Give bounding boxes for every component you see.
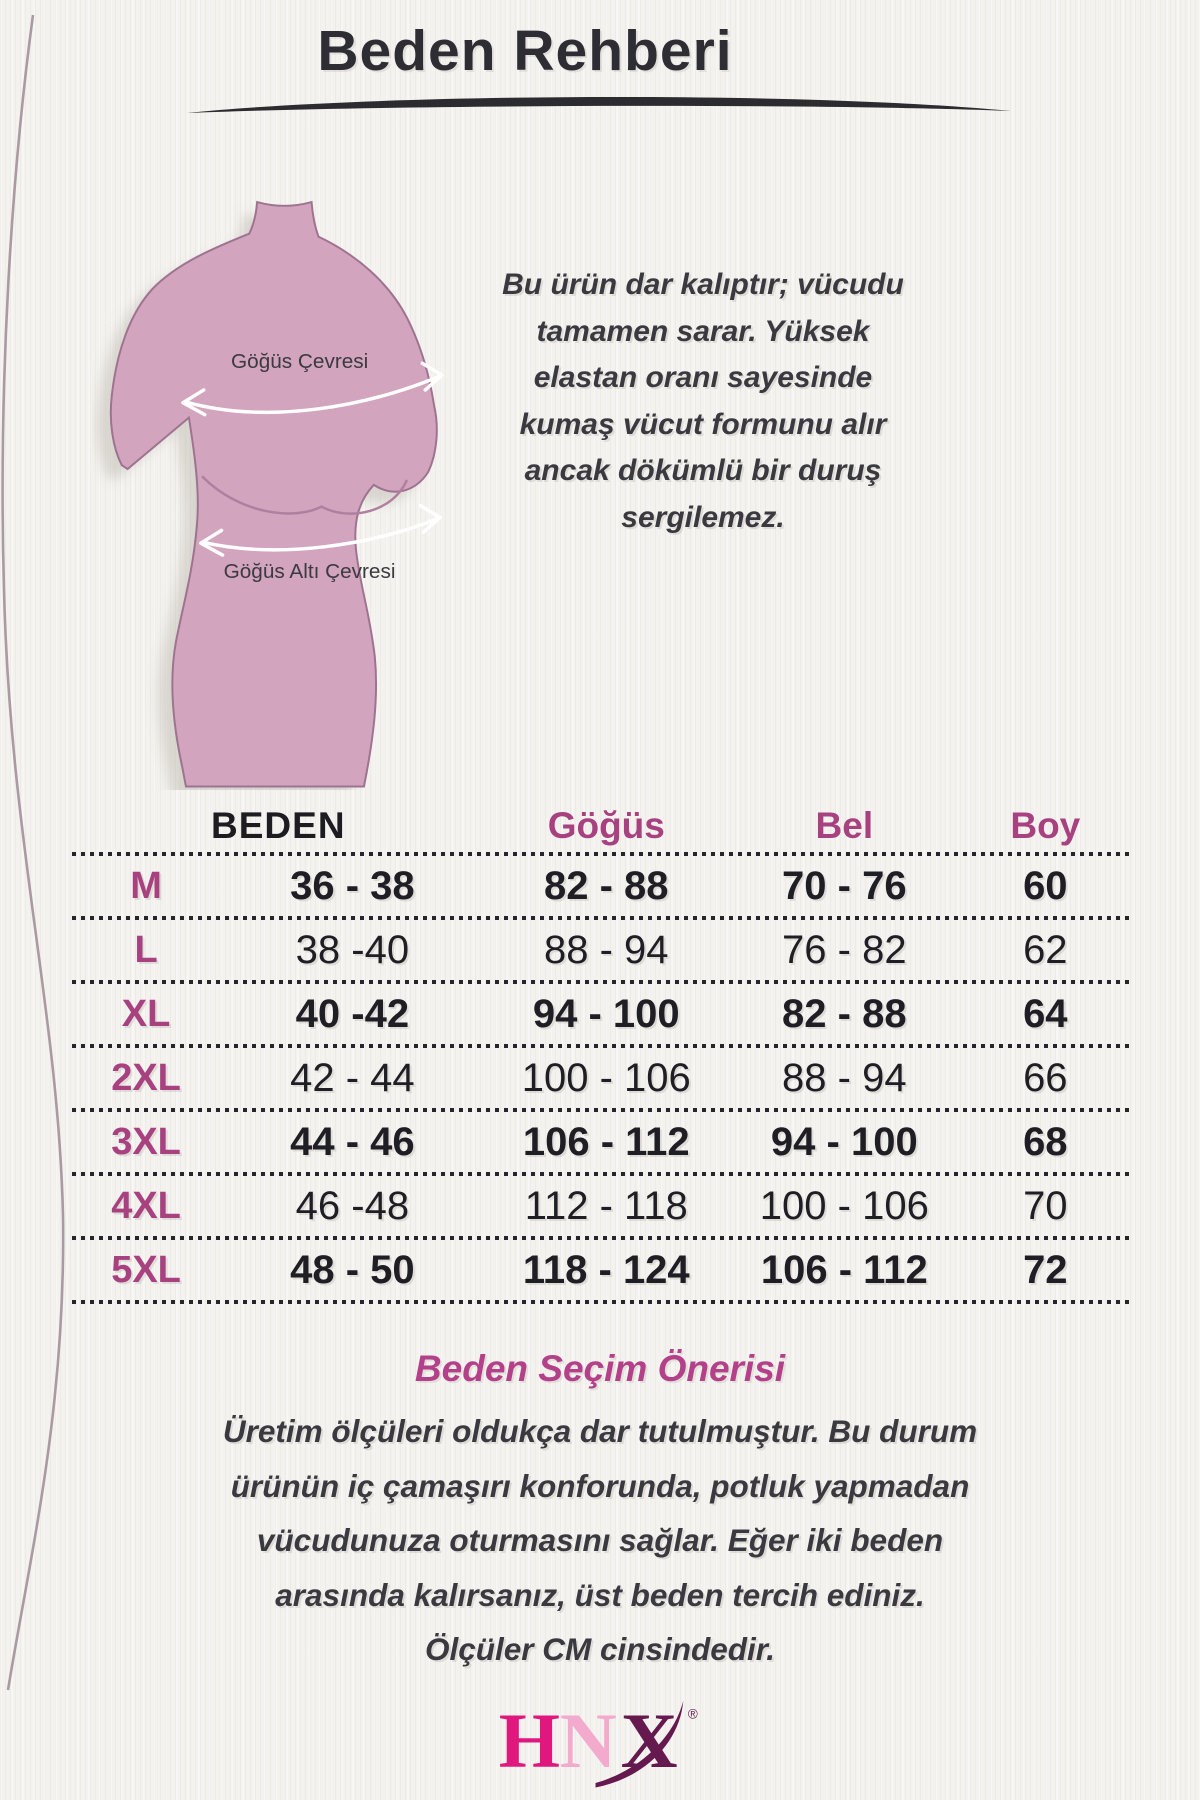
page-title: Beden Rehberi xyxy=(317,19,733,83)
header-chest: Göğüs xyxy=(547,805,665,846)
size-cell: M xyxy=(130,864,162,907)
gogus-cell: 100 - 106 xyxy=(521,1055,691,1100)
size-cell: 5XL xyxy=(111,1248,181,1291)
boy-cell: 62 xyxy=(1023,927,1068,972)
mannequin-figure xyxy=(92,155,448,790)
underbust-label: Göğüs Altı Çevresi xyxy=(223,559,396,583)
bel-cell: 82 - 88 xyxy=(782,991,907,1036)
boy-cell: 70 xyxy=(1023,1183,1068,1228)
dotted-divider xyxy=(72,1300,1130,1304)
gogus-cell: 82 - 88 xyxy=(544,863,669,908)
advice-line: vücudunuza oturmasını sağlar. Eğer iki beden xyxy=(256,1522,944,1558)
beden-cell: 46 -48 xyxy=(295,1183,410,1228)
size-table xyxy=(72,800,1130,1304)
size-cell: L xyxy=(134,928,158,971)
registered-mark: ® xyxy=(687,1706,698,1722)
table-row-2xl xyxy=(72,1048,1130,1108)
table-row-3xl xyxy=(72,1112,1130,1172)
advice-heading: Beden Seçim Önerisi xyxy=(414,1348,786,1389)
boy-cell: 66 xyxy=(1023,1055,1068,1100)
table-row-l xyxy=(72,920,1130,980)
gogus-cell: 118 - 124 xyxy=(522,1247,690,1292)
logo-letter-x: X xyxy=(620,1697,678,1785)
boy-cell: 68 xyxy=(1023,1119,1068,1164)
fit-description-line: Bu ürün dar kalıptır; vücudu xyxy=(502,268,904,301)
header-waist: Bel xyxy=(815,805,874,846)
fit-description-line: elastan oranı sayesinde xyxy=(533,361,873,394)
bel-cell: 76 - 82 xyxy=(782,927,907,972)
advice-line: Ölçüler CM cinsindedir. xyxy=(424,1631,776,1667)
table-row-4xl xyxy=(72,1176,1130,1236)
title-underline-swoosh xyxy=(183,91,1015,121)
boy-cell: 64 xyxy=(1023,991,1068,1036)
advice-line: arasında kalırsanız, üst beden tercih ediniz. xyxy=(275,1576,925,1613)
beden-cell: 38 -40 xyxy=(295,927,410,972)
size-cell: XL xyxy=(121,992,171,1035)
table-row-5xl xyxy=(72,1240,1130,1300)
fit-description xyxy=(448,262,958,541)
bel-cell: 70 - 76 xyxy=(782,863,907,908)
beden-cell: 42 - 44 xyxy=(290,1055,415,1100)
advice-line: ürünün iç çamaşırı konforunda, potluk yapmadan xyxy=(230,1467,970,1504)
boy-cell: 72 xyxy=(1023,1247,1068,1292)
size-table-header xyxy=(72,800,1130,852)
gogus-cell: 88 - 94 xyxy=(544,927,669,972)
bel-cell: 100 - 106 xyxy=(759,1183,929,1228)
size-cell: 3XL xyxy=(111,1120,181,1163)
beden-cell: 36 - 38 xyxy=(290,863,415,908)
beden-cell: 48 - 50 xyxy=(290,1247,415,1292)
gogus-cell: 106 - 112 xyxy=(522,1119,690,1164)
header-size: BEDEN xyxy=(211,805,346,846)
size-cell: 2XL xyxy=(111,1056,181,1099)
header-length: Boy xyxy=(1010,805,1081,846)
boy-cell: 60 xyxy=(1023,863,1068,908)
gogus-cell: 112 - 118 xyxy=(524,1183,688,1228)
advice-body xyxy=(90,1404,1110,1677)
fit-description-line: ancak dökümlü bir duruş xyxy=(524,454,882,487)
bel-cell: 106 - 112 xyxy=(760,1247,928,1292)
table-row-m xyxy=(72,856,1130,916)
table-row-xl xyxy=(72,984,1130,1044)
bel-cell: 94 - 100 xyxy=(770,1119,918,1164)
bel-cell: 88 - 94 xyxy=(782,1055,907,1100)
beden-cell: 44 - 46 xyxy=(290,1119,415,1164)
beden-cell: 40 -42 xyxy=(295,991,410,1036)
fit-description-line: tamamen sarar. Yüksek xyxy=(536,314,870,348)
logo-letter-n: N xyxy=(559,1697,617,1785)
fit-description-line: sergilemez. xyxy=(621,500,785,534)
chest-label: Göğüs Çevresi xyxy=(231,350,369,374)
logo-letter-h: H xyxy=(498,1697,561,1785)
hnx-logo xyxy=(497,1692,712,1788)
fit-description-line: kumaş vücut formunu alır xyxy=(519,407,887,441)
size-cell: 4XL xyxy=(111,1184,181,1227)
advice-line: Üretim ölçüleri oldukça dar tutulmuştur. Bu durum xyxy=(222,1413,978,1449)
gogus-cell: 94 - 100 xyxy=(532,991,680,1036)
